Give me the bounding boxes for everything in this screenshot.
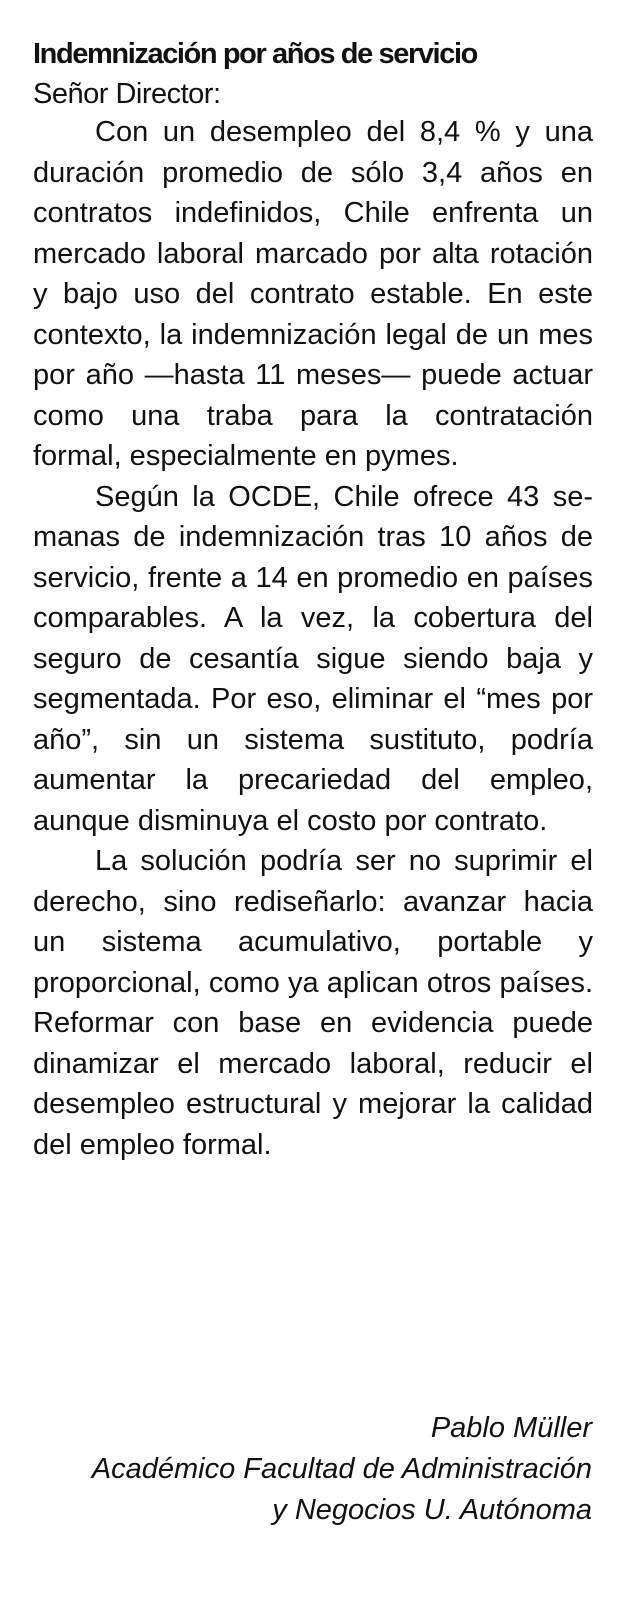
body-paragraph-2: Según la OCDE, Chile ofrece 43 semanas de indemnización tras 10 años de servicio, frente a 14 en promedio en países comparables. A la vez, la cobertura del seguro de cesantía sigue siendo baja y segmentada. Por eso, eliminar el “mes por año”, sin un sistema sustituto, podría aumentar la precariedad del empleo, aunque disminuya el costo por contrato. [33,480,593,837]
author-name: Pablo Müller [430,1412,592,1444]
author-signature [32,1408,592,1531]
letter-to-editor [33,36,593,1165]
author-title-line-1: Académico Facultad de Administración [91,1453,592,1485]
letter-headline: Indemnización por años de servicio [33,38,477,70]
body-paragraph-3: La solución podría ser no suprimir el derecho, sino rediseñarlo: avanzar hacia un sistema acumulativo, portable y proporcional, como ya aplican otros países. Reformar con base en evidencia puede dinamizar el mercado laboral, reducir el desempleo estructural y mejorar la calidad del empleo formal. [33,845,593,1161]
author-title-line-2: y Negocios U. Autónoma [272,1494,592,1526]
salutation: Señor Director: [33,78,221,110]
body-paragraph-1: Con un desempleo del 8,4 % y una duración promedio de sólo 3,4 años en contratos indefinidos, Chile enfrenta un mercado laboral marcado por alta rotación y bajo uso del contrato estable. En este contexto, la indemnización legal de un mes por año —hasta 11 meses— puede actuar como una traba para la contratación formal, especialmente en pymes. [33,116,593,472]
